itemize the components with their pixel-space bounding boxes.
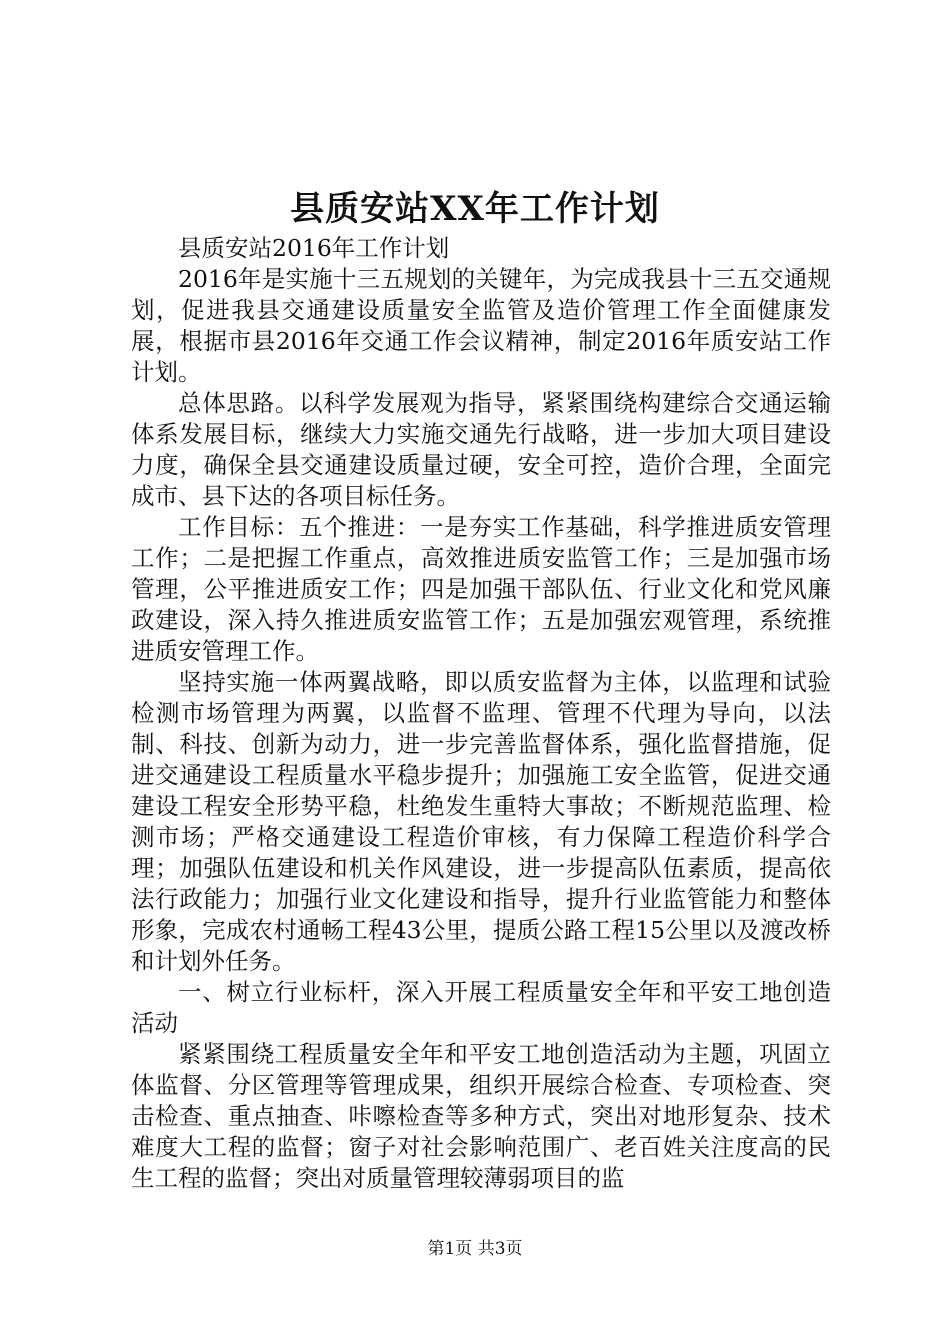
paragraph-subtitle: 县质安站2016年工作计划 — [178, 234, 450, 262]
page-number-footer: 第1页 共3页 — [427, 1239, 523, 1259]
paragraph-work-goals: 工作目标：五个推进：一是夯实工作基础，科学推进质安管理工作；二是把握工作重点，高效推进质安监管工作；三是加强市场管理，公平推进质安工作；四是加强干部队伍、行业文化和党风廉政建设，深入持久推进质安监管工作；五是加强宏观管理，系统推进质安管理工作。 — [131, 513, 831, 665]
paragraph-section-1: 紧紧围绕工程质量安全年和平安工地创造活动为主题，巩固立体监督、分区管理等管理成果，组织开展综合检查、专项检查、突击检查、重点抽查、咔嚓检查等多种方式，突出对地形复杂、技术难度大工程的监督；窗子对社会影响范围广、老百姓关注度高的民生工程的监督；突出对质量管理较薄弱项目的监 — [131, 1040, 831, 1192]
paragraph-overall-approach: 总体思路。以科学发展观为指导，紧紧围绕构建综合交通运输体系发展目标，继续大力实施交通先行战略，进一步加大项目建设力度，确保全县交通建设质量过硬，安全可控，造价合理，全面完成市、县下达的各项目标任务。 — [131, 389, 831, 510]
paragraph-strategy: 坚持实施一体两翼战略，即以质安监督为主体，以监理和试验检测市场管理为两翼，以监督不监理、管理不代理为导向，以法制、科技、创新为动力，进一步完善监督体系，强化监督措施，促进交通建设工程质量水平稳步提升；加强施工安全监管，促进交通建设工程安全形势平稳，杜绝发生重特大事故；不断规范监理、检测市场；严格交通建设工程造价审核，有力保障工程造价科学合理；加强队伍建设和机关作风建设，进一步提高队伍素质，提高依法行政能力；加强行业文化建设和指导，提升行业监管能力和整体形象，完成农村通畅工程43公里，提质公路工程15公里以及渡改桥和计划外任务。 — [131, 668, 831, 975]
section-heading-1: 一、树立行业标杆，深入开展工程质量安全年和平安工地创造活动 — [131, 978, 831, 1037]
paragraph-intro: 2016年是实施十三五规划的关键年，为完成我县十三五交通规划，促进我县交通建设质量安全监管及造价管理工作全面健康发展，根据市县2016年交通工作会议精神，制定2016年质安站工作计划。 — [131, 265, 831, 386]
document-body — [131, 233, 831, 1194]
document-title: 县质安站XX年工作计划 — [290, 189, 660, 229]
